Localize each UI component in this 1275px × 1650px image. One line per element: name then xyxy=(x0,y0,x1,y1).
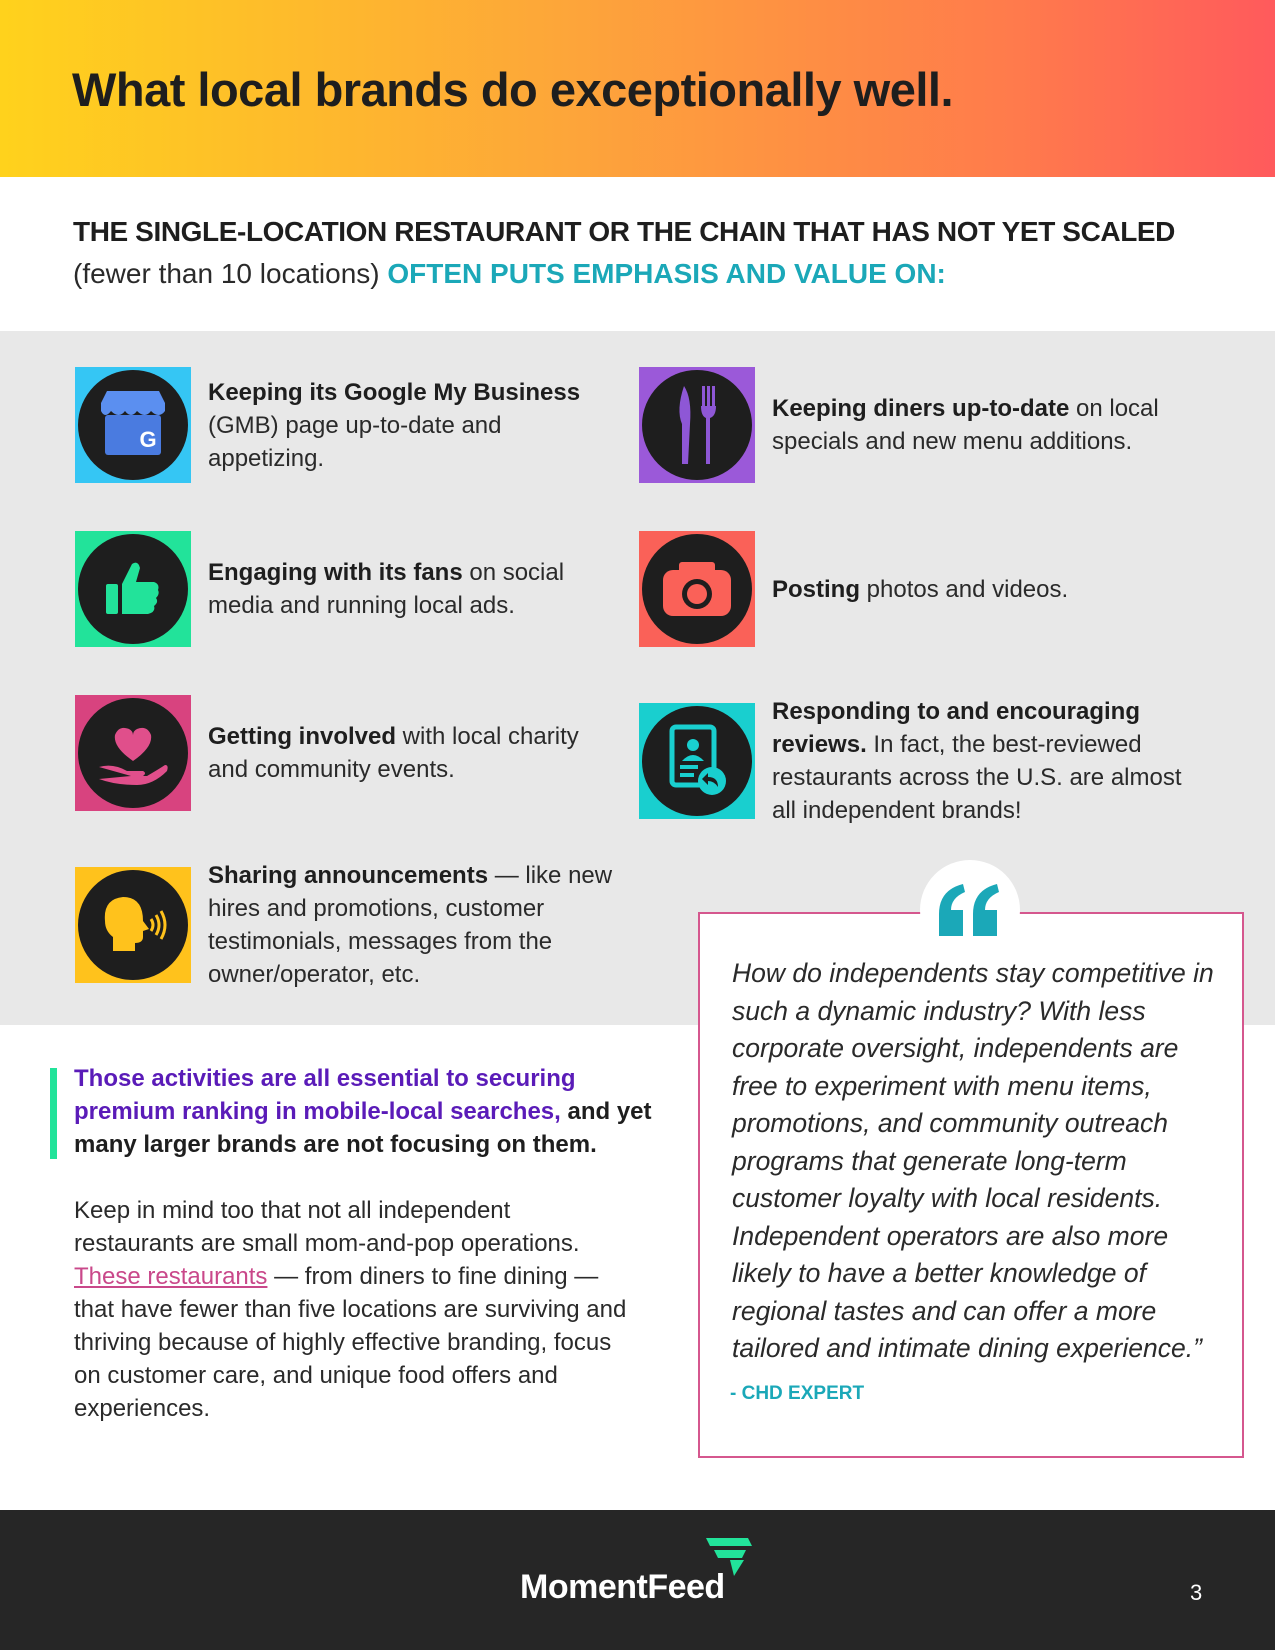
callout-accent-bar xyxy=(50,1068,57,1159)
activity-tile xyxy=(75,867,191,983)
activity-bold: Posting xyxy=(772,575,860,603)
activity-tile xyxy=(75,695,191,811)
activity-bold: Responding to and encouraging reviews. xyxy=(772,698,1140,758)
activity-tile xyxy=(639,367,755,483)
activity-bold: Sharing announcements xyxy=(208,862,489,889)
activity-bold: Keeping its Google My Business xyxy=(208,378,581,406)
page-number: 3 xyxy=(1190,1580,1203,1605)
quote-author: - CHD EXPERT xyxy=(730,1383,865,1404)
body-paragraph xyxy=(74,1194,634,1425)
activity-item-involved xyxy=(75,695,615,811)
thumbs-up-icon xyxy=(98,554,168,624)
activity-tile xyxy=(75,367,191,483)
these-restaurants-link[interactable]: These restaurants xyxy=(74,1263,268,1290)
page-title: What local brands do exceptionally well. xyxy=(72,63,954,116)
callout-text xyxy=(74,1062,654,1161)
activity-item-fans xyxy=(75,531,615,647)
intro-section xyxy=(73,216,1223,290)
activity-rest: with local charity and community events. xyxy=(208,723,579,783)
activity-text xyxy=(772,573,1182,606)
activity-tile xyxy=(75,531,191,647)
activity-tile xyxy=(639,531,755,647)
activity-item-announcements xyxy=(75,859,635,991)
activity-bold: Engaging with its fans xyxy=(208,559,463,586)
quote-mark-badge xyxy=(920,860,1020,960)
activity-bold: Keeping diners up-to-date xyxy=(772,395,1070,422)
activity-item-posting xyxy=(639,531,1199,647)
header-banner xyxy=(0,0,1275,177)
quote-mark-icon xyxy=(935,880,1005,940)
callout-highlight: Those activities are all essential to securing premium ranking in mobile-local searches, xyxy=(74,1065,576,1125)
intro-subheading-plain: (fewer than 10 locations) xyxy=(73,258,388,289)
review-reply-icon xyxy=(662,721,732,801)
activity-text xyxy=(772,392,1182,458)
activity-text xyxy=(208,376,608,475)
activity-item-diners xyxy=(639,367,1199,483)
activity-rest: — like new hires and promotions, customer testimonials, messages from the owner/operator, etc. xyxy=(208,862,613,988)
svg-text:G: G xyxy=(139,427,157,452)
activity-text xyxy=(208,859,618,991)
activity-rest: photos and videos. xyxy=(860,575,1069,603)
storefront-icon xyxy=(93,385,173,465)
activity-item-gmb xyxy=(75,367,615,483)
intro-heading: THE SINGLE-LOCATION RESTAURANT OR THE CHAIN THAT HAS NOT YET SCALED xyxy=(73,216,1176,247)
activity-text xyxy=(772,695,1182,827)
activity-rest: on social media and running local ads. xyxy=(208,559,565,619)
body-text-end: — from diners to fine dining — that have fewer than five locations are surviving and thriving because of highly effective branding, focus on customer care, and unique food offers and experiences. xyxy=(74,1263,627,1422)
activity-text xyxy=(208,720,608,786)
callout-rest: and yet many larger brands are not focusing on them. xyxy=(74,1098,652,1158)
activity-rest: on local specials and new menu additions. xyxy=(772,395,1159,455)
fork-knife-icon xyxy=(662,380,732,470)
camera-icon xyxy=(657,554,737,624)
intro-subheading xyxy=(73,258,1223,290)
activity-text xyxy=(208,556,608,622)
activity-tile xyxy=(639,703,755,819)
speaking-head-icon xyxy=(93,885,173,965)
brand-wordmark: MomentFeed xyxy=(520,1568,725,1606)
quote-text: How do independents stay competitive in such a dynamic industry? With less corporate oversight, independents are free to experiment with menu items, promotions, and community outreach programs that generate long-term customer loyalty with local residents. Independent operators are also more likely to have a better knowledge of regional tastes and can offer a more tailored and intimate dining experience.” xyxy=(732,958,1214,1363)
activity-item-reviews xyxy=(639,695,1199,827)
activity-bold: Getting involved xyxy=(208,723,397,750)
body-text-start: Keep in mind too that not all independent restaurants are small mom-and-pop operations. xyxy=(74,1197,580,1257)
activity-rest: (GMB) page up-to-date and appetizing. xyxy=(208,411,502,472)
activity-rest: In fact, the best-reviewed restaurants across the U.S. are almost all independent brands! xyxy=(772,731,1182,824)
heart-hand-icon xyxy=(93,713,173,793)
intro-subheading-emphasis: OFTEN PUTS EMPHASIS AND VALUE ON: xyxy=(387,258,946,289)
